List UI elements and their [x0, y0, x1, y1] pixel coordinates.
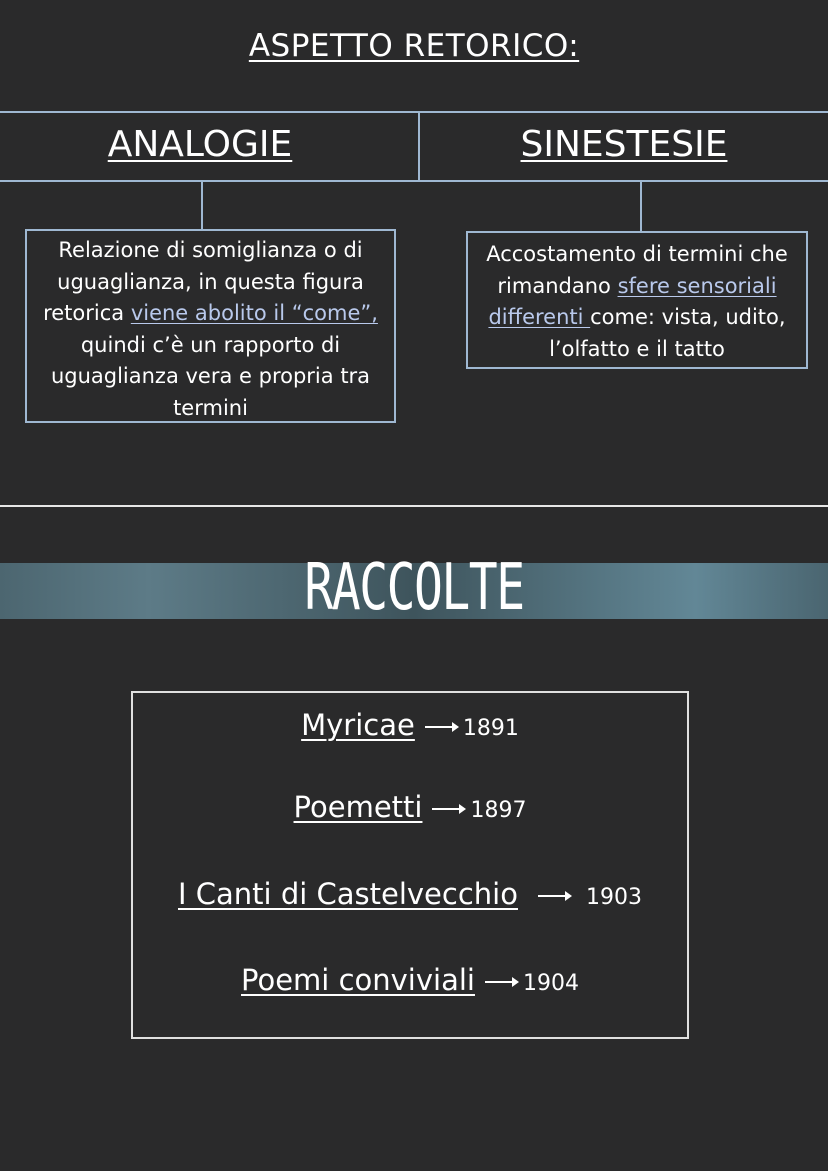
collection-name: Poemetti: [293, 790, 423, 824]
collection-year: 1904: [522, 971, 579, 996]
collection-row-poemetti: [131, 790, 689, 824]
section-title: RACCOLTE: [304, 551, 524, 625]
header-bottom-line: [0, 180, 828, 182]
column-title-sinestesie: [420, 124, 828, 165]
collection-name: I Canti di Castelvecchio: [178, 877, 518, 911]
section-separator: [0, 505, 828, 507]
collection-year: 1897: [470, 798, 527, 823]
sinestesie-text-1: Accostamento di termini che rimandano: [486, 242, 788, 298]
sinestesie-text-2: come: vista, udito, l’olfatto e il tatto: [549, 305, 786, 361]
collection-row-myricae: [131, 708, 689, 742]
sinestesie-title: SINESTESIE: [520, 124, 728, 165]
analogie-text-2: quindi c’è un rapporto di uguaglianza vera e propria tra termini: [50, 332, 371, 420]
analogie-title: ANALOGIE: [107, 124, 293, 165]
arrow-right-icon: [485, 981, 517, 983]
sinestesie-connector: [640, 182, 642, 232]
page-title: ASPETTO RETORICO:: [248, 28, 580, 64]
collection-row-conviviali: [131, 963, 689, 997]
collection-year: 1891: [462, 716, 519, 741]
collection-name: Myricae: [301, 708, 415, 742]
column-title-analogie: [0, 124, 400, 165]
arrow-right-icon: [425, 726, 457, 728]
analogie-highlight: viene abolito il “come”,: [130, 301, 378, 325]
analogie-description-box: [25, 229, 396, 423]
arrow-right-icon: [538, 895, 570, 897]
analogie-text-1: Relazione di somiglianza o di uguaglianza, in questa figura retorica: [43, 238, 364, 325]
collection-year: 1903: [585, 885, 642, 910]
arrow-right-icon: [432, 808, 464, 810]
analogie-connector: [201, 182, 203, 230]
sinestesie-description-box: [466, 231, 808, 369]
sinestesie-highlight: sfere sensoriali differenti: [488, 273, 777, 329]
collection-row-canti: [131, 877, 689, 911]
collection-name: Poemi conviviali: [241, 963, 475, 997]
header-top-line: [0, 111, 828, 113]
